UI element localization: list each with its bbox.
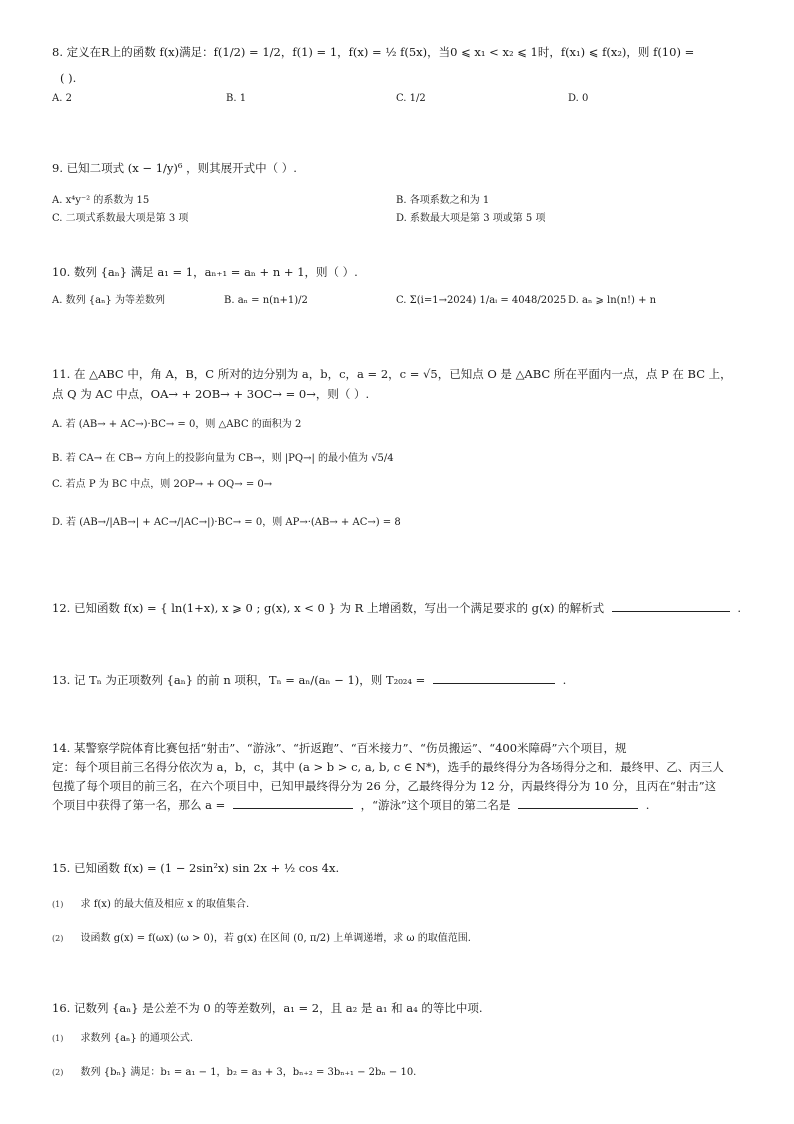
question-15-part-1-text: 求 f(x) 的最大值及相应 x 的取值集合. xyxy=(80,899,250,910)
question-10-options xyxy=(52,292,742,316)
question-15-part-2-text: 设函数 g(x) = f(ωx) (ω > 0)，若 g(x) 在区间 (0, π/2) 上单调递增，求 ω 的取值范围. xyxy=(80,933,471,944)
question-10-text: 10. 数列 {aₙ} 满足 a₁ = 1，aₙ₊₁ = aₙ + n + 1，则（ ）. xyxy=(52,265,358,279)
question-16-text: 16. 记数列 {aₙ} 是公差不为 0 的等差数列，a₁ = 2，且 a₂ 是 a₁ 和 a₄ 的等比中项. xyxy=(52,1001,483,1015)
question-14-blank-swimming-second[interactable] xyxy=(518,796,638,809)
question-8-option-a[interactable]: A. 2 xyxy=(52,93,72,104)
question-9-text: 9. 已知二项式 (x − 1/y)⁶ ，则其展开式中（ ）. xyxy=(52,161,297,175)
question-10-option-b[interactable]: B. aₙ = n(n+1)/2 xyxy=(224,295,308,306)
question-15-part-2-number: (2) xyxy=(52,934,64,943)
question-8-stem xyxy=(52,42,742,63)
question-14-period: . xyxy=(645,798,650,812)
question-11-option-b[interactable]: B. 若 CA→ 在 CB→ 方向上的投影向量为 CB→，则 |PQ→| 的最小值为 √5/4 xyxy=(52,453,394,464)
question-14-line3 xyxy=(52,776,742,797)
question-15-text: 15. 已知函数 f(x) = (1 − 2sin²x) sin 2x + ½ cos 4x. xyxy=(52,861,340,875)
question-8-option-b[interactable]: B. 1 xyxy=(226,93,247,104)
question-14-line1 xyxy=(52,738,742,759)
question-10-stem xyxy=(52,262,742,283)
question-14-text-4a: 个项目中获得了第一名，那么 a = xyxy=(52,798,226,812)
question-16-part-2-text: 数列 {bₙ} 满足：b₁ = a₁ − 1，b₂ = a₃ + 3，bₙ₊₂ = 3bₙ₊₁ − 2bₙ − 10. xyxy=(80,1067,417,1078)
question-9-options-row2 xyxy=(52,210,742,234)
question-16-stem xyxy=(52,998,742,1019)
question-9-option-b[interactable]: B. 各项系数之和为 1 xyxy=(396,195,490,206)
question-16-part-1-text: 求数列 {aₙ} 的通项公式. xyxy=(80,1033,194,1044)
question-9-option-a[interactable]: A. x⁴y⁻² 的系数为 15 xyxy=(52,195,150,206)
question-8-text: 8. 定义在R上的函数 f(x)满足：f(1/2) = 1/2，f(1) = 1，f(x) = ½ f(5x)，当0 ⩽ x₁ < x₂ ⩽ 1时，f(x₁) ⩽ f(x₂)，则 f(10) = xyxy=(52,45,695,59)
question-14-text-2: 定：每个项目前三名得分依次为 a，b，c，其中 (a > b > c, a, b, c ∈ N*)，选手的最终得分为各场得分之和．最终甲、乙、丙三人 xyxy=(52,760,724,774)
question-11-option-c[interactable]: C. 若点 P 为 BC 中点，则 2OP→ + OQ→ = 0→ xyxy=(52,479,273,490)
question-9-stem xyxy=(52,158,742,179)
question-12-answer-blank[interactable] xyxy=(612,599,730,612)
question-15-part-1 xyxy=(52,896,249,914)
question-13 xyxy=(52,670,742,691)
question-16-part-1 xyxy=(52,1030,193,1048)
question-10-option-c[interactable]: C. Σ(i=1→2024) 1/aᵢ = 4048/2025 xyxy=(396,295,567,306)
question-11-stem-line2 xyxy=(52,384,742,405)
question-8-option-c[interactable]: C. 1/2 xyxy=(396,93,426,104)
question-9-option-c[interactable]: C. 二项式系数最大项是第 3 项 xyxy=(52,213,189,224)
question-16-part-2 xyxy=(52,1064,416,1082)
question-12-text: 12. 已知函数 f(x) = { ln(1+x), x ⩾ 0 ; g(x), x < 0 } 为 R 上增函数，写出一个满足要求的 g(x) 的解析式 xyxy=(52,601,605,615)
question-8-options xyxy=(52,90,742,114)
question-16-part-2-number: (2) xyxy=(52,1068,64,1077)
question-12 xyxy=(52,598,742,619)
question-13-text: 13. 记 Tₙ 为正项数列 {aₙ} 的前 n 项积，Tₙ = aₙ/(aₙ − 1)，则 T₂₀₂₄ = xyxy=(52,673,426,687)
question-8-option-d[interactable]: D. 0 xyxy=(568,93,589,104)
question-10-option-d[interactable]: D. aₙ ⩾ ln(n!) + n xyxy=(568,295,657,306)
question-10-option-a[interactable]: A. 数列 {aₙ} 为等差数列 xyxy=(52,295,165,306)
question-15-part-1-number: (1) xyxy=(52,900,64,909)
question-11-text-2: 点 Q 为 AC 中点，OA→ + 2OB→ + 3OC→ = 0→，则（ ）. xyxy=(52,387,370,401)
question-12-period: . xyxy=(737,601,742,615)
question-14-text-3: 包揽了每个项目的前三名，在六个项目中，已知甲最终得分为 26 分，乙最终得分为 12 分，丙最终得分为 10 分，且丙在“射击”这 xyxy=(52,779,717,793)
question-14-text-4b: ，“游泳”这个项目的第二名是 xyxy=(360,798,511,812)
question-14-line2 xyxy=(52,757,742,778)
question-11-text-1: 11. 在 △ABC 中，角 A，B，C 所对的边分别为 a，b，c，a = 2，c = √5，已知点 O 是 △ABC 所在平面内一点，点 P 在 BC 上， xyxy=(52,367,732,381)
question-13-period: . xyxy=(562,673,567,687)
question-8-tail xyxy=(60,68,750,89)
question-14-line4 xyxy=(52,795,742,816)
question-16-part-1-number: (1) xyxy=(52,1034,64,1043)
question-15-stem xyxy=(52,858,742,879)
question-9-option-d[interactable]: D. 系数最大项是第 3 项或第 5 项 xyxy=(396,213,546,224)
question-13-answer-blank[interactable] xyxy=(433,671,555,684)
question-14-text-1: 14. 某警察学院体育比赛包括“射击”、“游泳”、“折返跑”、“百米接力”、“伤员搬运”、“400米障碍”六个项目，规 xyxy=(52,741,627,755)
question-15-part-2 xyxy=(52,930,471,948)
question-11-option-d[interactable]: D. 若 (AB→/|AB→| + AC→/|AC→|)·BC→ = 0，则 AP→·(AB→ + AC→) = 8 xyxy=(52,517,401,528)
question-14-blank-a[interactable] xyxy=(233,796,353,809)
question-8-paren: ( ). xyxy=(60,71,77,85)
question-11-stem-line1 xyxy=(52,364,742,385)
question-11-option-a[interactable]: A. 若 (AB→ + AC→)·BC→ = 0，则 △ABC 的面积为 2 xyxy=(52,419,302,430)
